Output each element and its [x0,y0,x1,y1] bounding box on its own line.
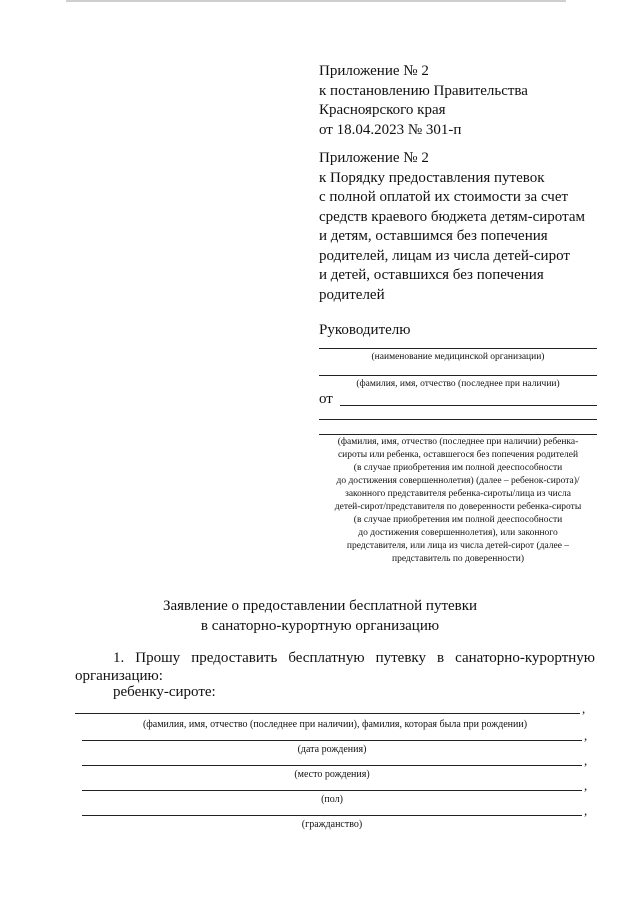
comma: , [584,803,588,818]
applicant-field-1[interactable] [340,405,597,406]
citizenship-caption: (гражданство) [301,819,363,830]
annex-line: и детей, оставшихся без попечения [319,267,544,283]
caption-line: представитель по доверенности) [391,554,525,564]
annex-line: с полной оплатой их стоимости за счет [319,189,569,205]
title-line-2: в санаторно-курортную организацию [200,617,440,634]
annex-line: родителей, лицам из числа детей-сирот [319,247,570,264]
caption-line: до достижения совершеннолетия), или законного [358,528,558,538]
caption-line: (в случае приобретения им полной дееспособности [353,463,563,473]
request-text: 1. Прошу предоставить бесплатную путевку в санаторно-курортную организацию: [75,650,595,684]
applicant-field-2[interactable] [319,419,597,420]
caption-line: до достижения совершеннолетия) (далее – ребенок-сирота)/ [336,476,580,486]
applicant-caption [313,436,603,566]
annex-line: средств краевого бюджета детям-сиротам [319,208,585,225]
birth-date-field[interactable] [82,740,582,741]
annex-line: от 18.04.2023 № 301-п [319,121,462,138]
child-full-name-field[interactable] [75,713,580,714]
org-name-field[interactable] [319,348,597,349]
birth-place-field[interactable] [82,765,582,766]
head-name-field[interactable] [319,375,597,376]
applicant-field-3[interactable] [319,434,597,435]
birth-date-caption: (дата рождения) [297,744,367,755]
comma: , [582,701,586,716]
org-name-caption: (наименование медицинской организации) [371,352,545,362]
caption-line: (фамилия, имя, отчество (последнее при наличии) ребенка- [337,437,579,447]
scan-top-edge [66,0,566,2]
annex-line: к Порядку предоставления путевок [319,169,545,186]
comma: , [584,753,588,768]
annex-line: к постановлению Правительства [319,82,528,99]
head-name-caption: (фамилия, имя, отчество (последнее при наличии) [356,379,560,389]
title-line-1: Заявление о предоставлении бесплатной путевки [162,598,478,614]
comma: , [584,728,588,743]
addressee-label: Руководителю [319,322,411,338]
annex-line: Приложение № 2 [319,150,429,166]
caption-line: сироты или ребенка, оставшегося без попечения родителей [337,450,579,460]
annex-line: и детям, оставшимся без попечения [319,228,548,244]
caption-line: законного представителя ребенка-сироты/лица из числа [345,489,571,499]
caption-line: представителя, или лица из числа детей-сирот (далее – [346,541,570,551]
caption-line: (в случае приобретения им полной дееспособности [353,515,563,525]
citizenship-field[interactable] [82,815,582,816]
child-label: ребенку-сироте: [113,684,216,700]
annex-procedure-block [319,149,619,305]
annex-line: Приложение № 2 [319,63,429,79]
annex-government-block [319,62,619,140]
full-name-caption: (фамилия, имя, отчество (последнее при наличии), фамилия, которая была при рождении) [142,719,528,730]
annex-line: Красноярского края [319,102,446,118]
comma: , [584,778,588,793]
sex-caption: (пол) [321,794,343,805]
birth-place-caption: (место рождения) [294,769,370,780]
from-label: от [319,391,333,407]
document-title [0,597,640,636]
annex-line: родителей [319,286,385,303]
request-paragraph [75,649,595,685]
sex-field[interactable] [82,790,582,791]
caption-line: детей-сирот/представителя по доверенности ребенка-сироты [334,502,582,512]
